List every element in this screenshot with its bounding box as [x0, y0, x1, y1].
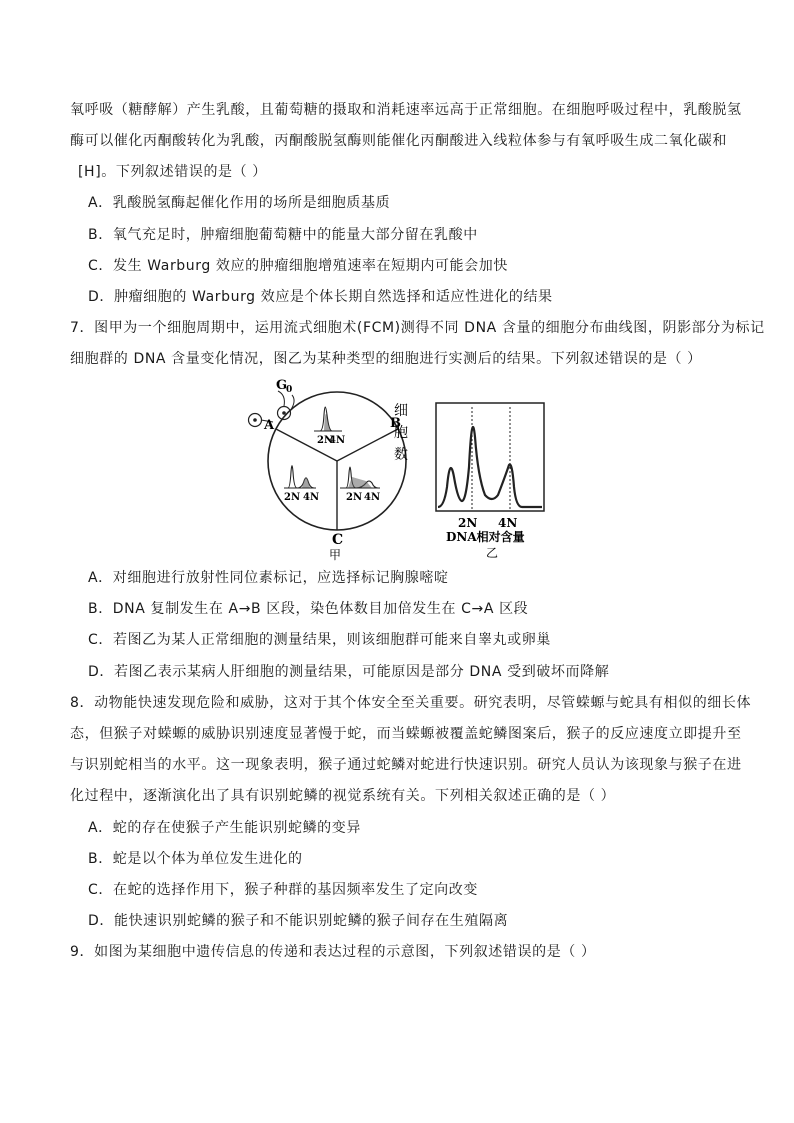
q7-option-b: B．DNA 复制发生在 A→B 区段，染色体数目加倍发生在 C→A 区段	[88, 601, 529, 617]
q8-text-line-4: 化过程中，逐渐演化出了具有识别蛇鳞的视觉系统有关。下列相关叙述正确的是（ ）	[70, 788, 616, 804]
q7-option-d: D．若图乙表示某病人肝细胞的测量结果，可能原因是部分 DNA 受到破坏而降解	[88, 664, 610, 680]
figure-yi	[394, 403, 544, 560]
q7-option-c: C．若图乙为某人正常细胞的测量结果，则该细胞群可能来自睾丸或卵巢	[88, 632, 551, 648]
histogram-frame	[436, 403, 544, 511]
tick-2n: 2N	[346, 492, 363, 503]
q7-text-line-2: 细胞群的 DNA 含量变化情况，图乙为某种类型的细胞进行实测后的结果。下列叙述错误的是（ ）	[70, 351, 702, 367]
q8-option-b: B．蛇是以个体为单位发生进化的	[88, 851, 303, 867]
xlabel: DNA相对含量	[446, 530, 525, 544]
ylabel-char-2: 胞	[394, 425, 408, 441]
figure-jia	[249, 378, 407, 562]
tick-4n: 4N	[364, 492, 381, 503]
divider-b	[337, 429, 398, 461]
q6-text-line-3: [H]。下列叙述错误的是（ ）	[78, 164, 267, 180]
cell-nucleus-icon	[253, 418, 257, 422]
q7-option-a: A．对细胞进行放射性同位素标记，应选择标记胸腺嘧啶	[88, 570, 449, 586]
q8-text-line-1: 8．动物能快速发现危险和威胁，这对于其个体安全至关重要。研究表明，尽管蝾螈与蛇具有相似的细长体	[70, 695, 752, 711]
label-c: C	[332, 532, 344, 548]
q6-option-b: B．氧气充足时，肿瘤细胞葡萄糖中的能量大部分留在乳酸中	[88, 227, 478, 243]
tick-4n: 4N	[303, 492, 320, 503]
g0-loop	[290, 395, 294, 411]
q8-option-d: D．能快速识别蛇鳞的猴子和不能识别蛇鳞的猴子间存在生殖隔离	[88, 913, 509, 929]
q7-text-line-1: 7．图甲为一个细胞周期中，运用流式细胞术(FCM)测得不同 DNA 含量的细胞分布曲线图，阴影部分为标记	[70, 320, 765, 336]
q7-figure	[240, 377, 560, 563]
tick-2n: 2N	[458, 516, 478, 530]
caption-yi: 乙	[486, 546, 499, 560]
tick-2n: 2N	[317, 435, 334, 446]
tick-4n: 4N	[329, 435, 346, 446]
caption-jia: 甲	[329, 548, 342, 562]
q6-option-d: D．肿瘤细胞的 Warburg 效应是个体长期自然选择和适应性进化的结果	[88, 289, 553, 305]
q6-text-line-2: 酶可以催化丙酮酸转化为乳酸，丙酮酸脱氢酶则能催化丙酮酸进入线粒体参与有氧呼吸生成二氧化碳和	[70, 133, 727, 149]
label-b: B	[390, 416, 401, 431]
ylabel-char-1: 细	[394, 403, 408, 419]
tick-2n: 2N	[284, 492, 301, 503]
label-g0: G	[276, 378, 288, 393]
label-g0-sub: 0	[286, 385, 293, 395]
histogram-curve	[438, 427, 542, 507]
q6-text-line-1: 氧呼吸（糖酵解）产生乳酸，且葡萄糖的摄取和消耗速率远高于正常细胞。在细胞呼吸过程中，乳酸脱氢	[70, 102, 742, 118]
mini-histogram-top	[314, 407, 345, 446]
label-a: A	[264, 418, 275, 433]
mini-histogram-right	[340, 467, 380, 503]
tick-4n: 4N	[498, 516, 518, 530]
g0-arrow	[278, 391, 284, 406]
mini-histogram-left	[284, 466, 319, 504]
cell-nucleus-icon	[282, 411, 286, 415]
q8-option-a: A．蛇的存在使猴子产生能识别蛇鳞的变异	[88, 820, 361, 836]
q8-text-line-2: 态，但猴子对蝾螈的威胁识别速度显著慢于蛇，而当蝾螈被覆盖蛇鳞图案后，猴子的反应速度立即提升至	[70, 726, 742, 742]
q8-option-c: C．在蛇的选择作用下，猴子种群的基因频率发生了定向改变	[88, 882, 478, 898]
q6-option-c: C．发生 Warburg 效应的肿瘤细胞增殖速率在短期内可能会加快	[88, 258, 508, 274]
q8-text-line-3: 与识别蛇相当的水平。这一现象表明，猴子通过蛇鳞对蛇进行快速识别。研究人员认为该现象与猴子在进	[70, 757, 742, 773]
ylabel-char-3: 数	[394, 447, 408, 463]
q6-option-a: A．乳酸脱氢酶起催化作用的场所是细胞质基质	[88, 195, 391, 211]
q9-text-line-1: 9．如图为某细胞中遗传信息的传递和表达过程的示意图，下列叙述错误的是（ ）	[70, 944, 596, 960]
